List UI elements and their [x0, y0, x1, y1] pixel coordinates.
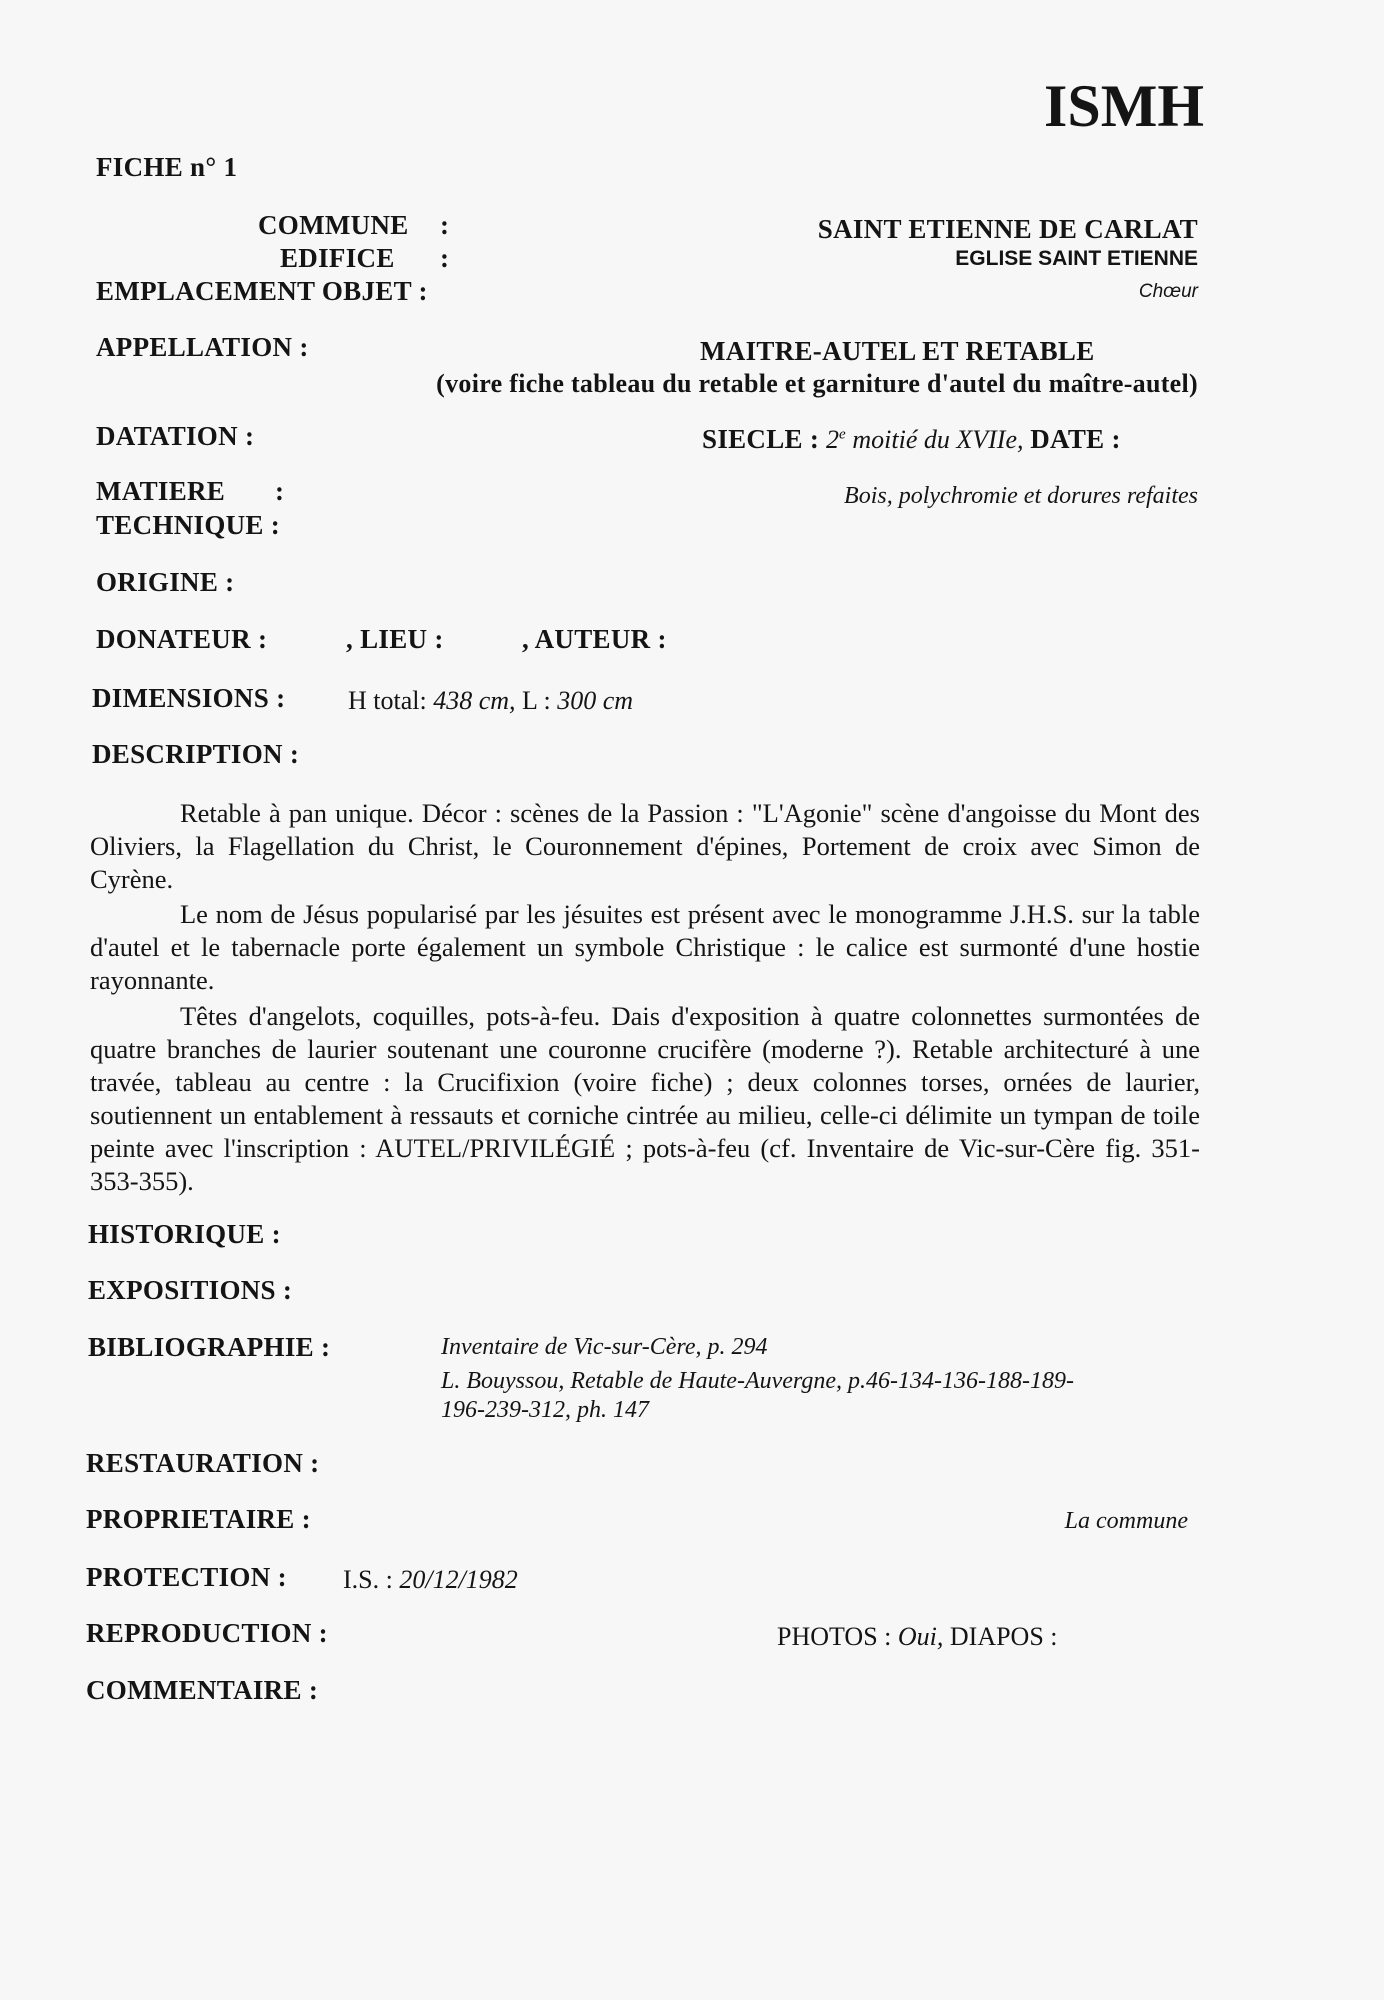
restauration-label: RESTAURATION : [86, 1448, 320, 1478]
commune-value: SAINT ETIENNE DE CARLAT [817, 214, 1198, 244]
photos-line [777, 1622, 1058, 1652]
dimensions-label: DIMENSIONS : [92, 683, 286, 713]
height-value: 438 cm, [433, 686, 516, 715]
bibliographie-label: BIBLIOGRAPHIE : [88, 1332, 331, 1362]
protection-label: PROTECTION : [86, 1562, 287, 1592]
dimensions-value [348, 686, 633, 716]
fiche-number: FICHE n° 1 [96, 152, 238, 182]
bibliographie-line-1: Inventaire de Vic-sur-Cère, p. 294 [441, 1334, 768, 1360]
commune-label: COMMUNE [258, 210, 409, 240]
emplacement-label: EMPLACEMENT OBJET : [96, 276, 428, 306]
date-label: DATE : [1030, 424, 1121, 454]
technique-label: TECHNIQUE : [96, 510, 281, 540]
emplacement-value: Chœur [1138, 281, 1198, 302]
ismh-heading: ISMH [1043, 73, 1204, 139]
commentaire-label: COMMENTAIRE : [86, 1675, 319, 1705]
matiere-colon: : [275, 476, 285, 506]
datation-label: DATATION : [96, 421, 255, 451]
photos-value: Oui, [897, 1622, 944, 1651]
historique-label: HISTORIQUE : [88, 1219, 281, 1249]
is-label: I.S. : [343, 1565, 393, 1594]
donateur-label: DONATEUR : [96, 624, 268, 654]
proprietaire-value: La commune [1064, 1508, 1188, 1534]
appellation-label: APPELLATION : [96, 332, 309, 362]
description-paragraph-2: Le nom de Jésus popularisé par les jésuites est présent avec le monogramme J.H.S. sur la table d'autel et le tabernacle porte également un symbole Christique : le calice est surmonté d'une hostie rayonnante. [90, 899, 1200, 995]
appellation-title: MAITRE-AUTEL ET RETABLE [700, 336, 1095, 366]
matiere-label: MATIERE [96, 476, 226, 506]
description-label: DESCRIPTION : [92, 739, 300, 769]
proprietaire-label: PROPRIETAIRE : [86, 1504, 311, 1534]
expositions-label: EXPOSITIONS : [88, 1275, 293, 1305]
diapos-label: DIAPOS : [949, 1622, 1058, 1651]
appellation-subtitle: (voire fiche tableau du retable et garniture d'autel du maître-autel) [436, 369, 1198, 398]
length-label: L : [522, 686, 551, 715]
length-value: 300 cm [557, 686, 634, 715]
reproduction-label: REPRODUCTION : [86, 1618, 328, 1648]
edifice-colon: : [440, 243, 450, 273]
siecle-line [702, 424, 1121, 455]
is-date: 20/12/1982 [399, 1565, 518, 1594]
lieu-label: , LIEU : [346, 624, 444, 654]
photos-label: PHOTOS : [777, 1622, 892, 1651]
height-label: H total: [348, 686, 427, 715]
bibliographie-line-2: L. Bouyssou, Retable de Haute-Auvergne, p.46-134-136-188-189- [441, 1368, 1074, 1394]
description-paragraph-1: Retable à pan unique. Décor : scènes de la Passion : "L'Agonie" scène d'angoisse du Mont des Oliviers, la Flagellation du Christ, le Couronnement d'épines, Portement de croix avec Simon de Cyrène. [90, 798, 1200, 894]
edifice-label: EDIFICE [280, 243, 395, 273]
protection-value [343, 1565, 518, 1595]
siecle-number: 2e [825, 425, 846, 454]
commune-colon: : [440, 210, 450, 240]
origine-label: ORIGINE : [96, 567, 235, 597]
description-paragraph-3: Têtes d'angelots, coquilles, pots-à-feu. Dais d'exposition à quatre colonnettes surmontées de quatre branches de laurier soutenant une couronne crucifère (moderne ?). Retable architecturé à une travée, tableau au centre : la Crucifixion (voire fiche) ; deux colonnes torses, ornées de laurier, soutiennent un entablement à ressauts et corniche cintrée au milieu, celle-ci délimite un tympan de toile peinte avec l'inscription : AUTEL/PRIVILÉGIÉ ; pots-à-feu (cf. Inventaire de Vic-sur-Cère fig. 351-353-355). [90, 1001, 1200, 1196]
siecle-value: moitié du XVIIe, [852, 425, 1024, 454]
siecle-label: SIECLE : [702, 424, 820, 454]
bibliographie-line-3: 196-239-312, ph. 147 [441, 1397, 649, 1423]
edifice-value: EGLISE SAINT ETIENNE [955, 247, 1198, 270]
matiere-value: Bois, polychromie et dorures refaites [844, 483, 1198, 509]
auteur-label: , AUTEUR : [522, 624, 667, 654]
